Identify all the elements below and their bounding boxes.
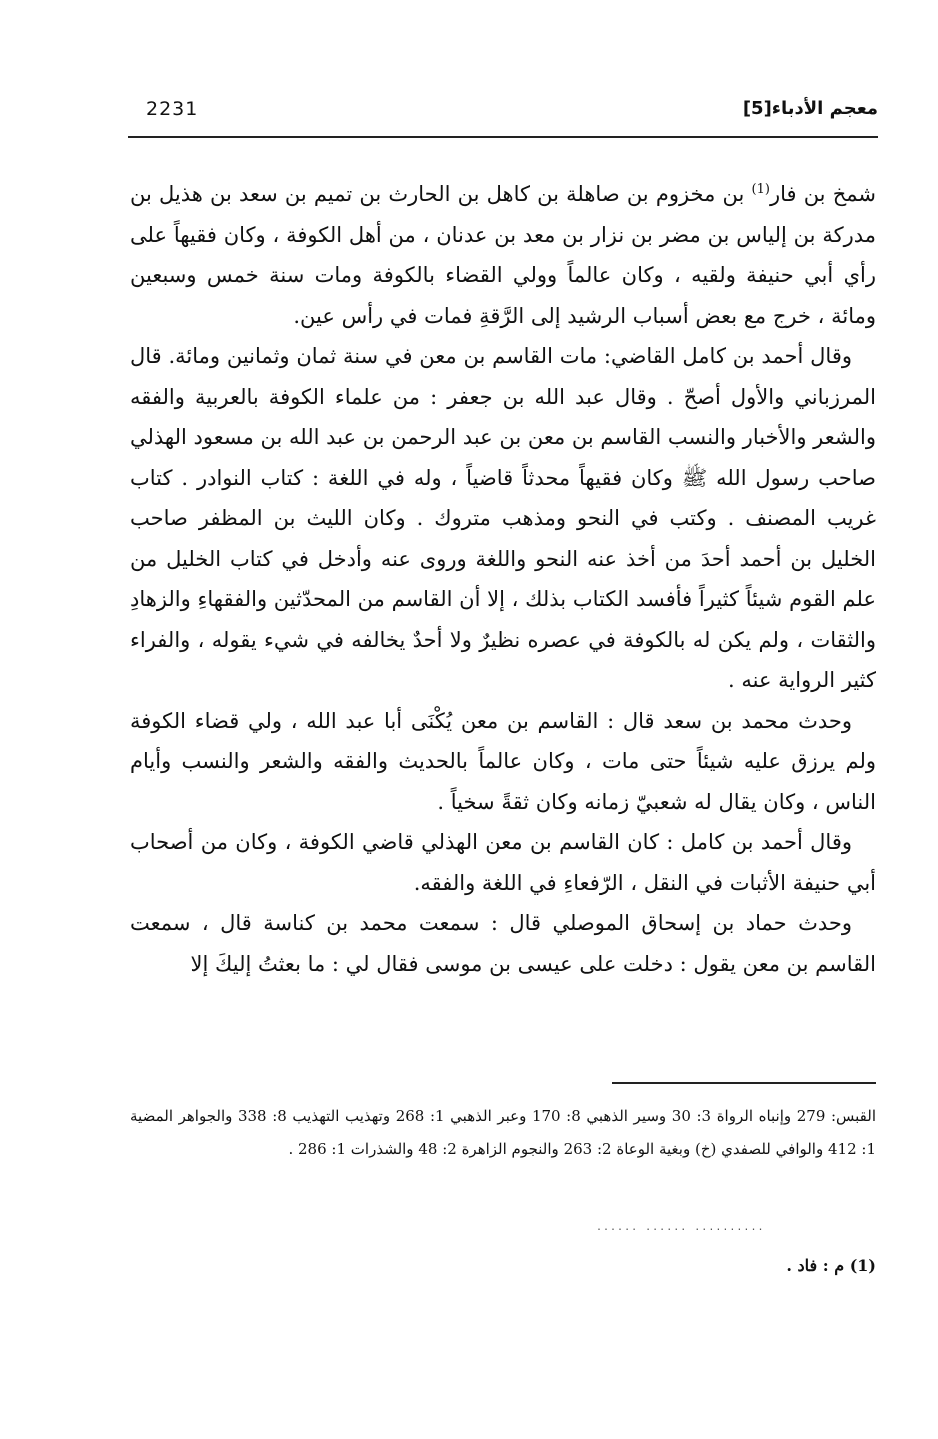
sources-list: القبس: 279 وإنباه الرواة 3: 30 وسير الذهبي 8: 170 وعبر الذهبي 1: 268 وتهذيب التهذيب 8: 338 والجواهر المضية 1: 412 والوافي للصفدي (خ) وبغية الوعاة 2: 263 والنجوم الزاهرة 2: 48 والشذرات 1: 286 . <box>130 1107 877 1158</box>
dotted-separator: ...... ...... .......... <box>596 1222 765 1233</box>
page-number: 2231 <box>146 98 199 120</box>
footnote-rule <box>612 1082 876 1084</box>
paragraph-2: وقال أحمد بن كامل القاضي: مات القاسم بن معن في سنة ثمان وثمانين ومائة. قال المرزباني والأول أصحّ . وقال عبد الله بن جعفر : من علماء الكوفة بالعربية والفقه والشعر والأخبار والنسب القاسم بن معن بن عبد الرحمن بن عبد الله بن مسعود الهذلي صاحب رسول الله ﷺ وكان فقيهاً محدثاً قاضياً ، وله في اللغة : كتاب النوادر . كتاب غريب المصنف . وكتب في النحو ومذهب متروك . وكان الليث بن المظفر صاحب الخليل بن أحمد أحدَ من أخذ عنه النحو واللغة وروى عنه وأدخل في كتاب الخليل من علم القوم شيئاً كثيراً فأفسد الكتاب بذلك ، إلا أن القاسم من المحدّثين والفقهاءِ والزهادِ والثقات ، ولم يكن له بالكوفة في عصره نظيرٌ ولا أحدٌ يخالفه في شيء يقوله ، والفراء كثير الرواية عنه . <box>130 344 876 692</box>
paragraph-1-rest: بن مخزوم بن صاهلة بن كاهل بن الحارث بن تميم بن سعد بن هذيل بن مدركة بن إلياس بن مضر بن نزار بن معد بن عدنان ، من أهل الكوفة ، وكان فقيهاً على رأي أبي حنيفة ولقيه ، وكان عالماً وولي القضاء بالكوفة ومات سنة خمس وسبعين ومائة ، خرج مع بعض أسباب الرشيد إلى الرَّقةِ فمات في رأس عين. <box>130 182 876 328</box>
page-header <box>128 98 878 134</box>
paragraph-5: وحدث حماد بن إسحاق الموصلي قال : سمعت محمد بن كناسة قال ، سمعت القاسم بن معن يقول : دخلت على عيسى بن موسى فقال لي : ما بعثتُ إليكَ إلا <box>130 911 876 976</box>
header-rule <box>128 136 878 138</box>
paragraph-1 <box>130 174 876 336</box>
paragraph-3: وحدث محمد بن سعد قال : القاسم بن معن يُكْنَى أبا عبد الله ، ولي قضاء الكوفة ولم يرزق عليه شيئاً حتى مات ، وكان عالماً بالحديث والفقه والشعر والنسب وأيام الناس ، وكان يقال له شعبيّ زمانه وكان ثقةً سخياً . <box>130 708 876 814</box>
paragraph-1-start: شمخ بن فار <box>769 182 876 206</box>
footnote: (1) م : فاد . <box>786 1256 876 1275</box>
running-title: معجم الأدباء[5] <box>742 98 878 119</box>
footnote-reference: (1) <box>751 182 770 197</box>
paragraph-4: وقال أحمد بن كامل : كان القاسم بن معن الهذلي قاضي الكوفة ، وكان من أصحاب أبي حنيفة الأثبات في النقل ، الرّفعاءِ في اللغة والفقه. <box>130 830 876 895</box>
main-text <box>130 174 876 984</box>
